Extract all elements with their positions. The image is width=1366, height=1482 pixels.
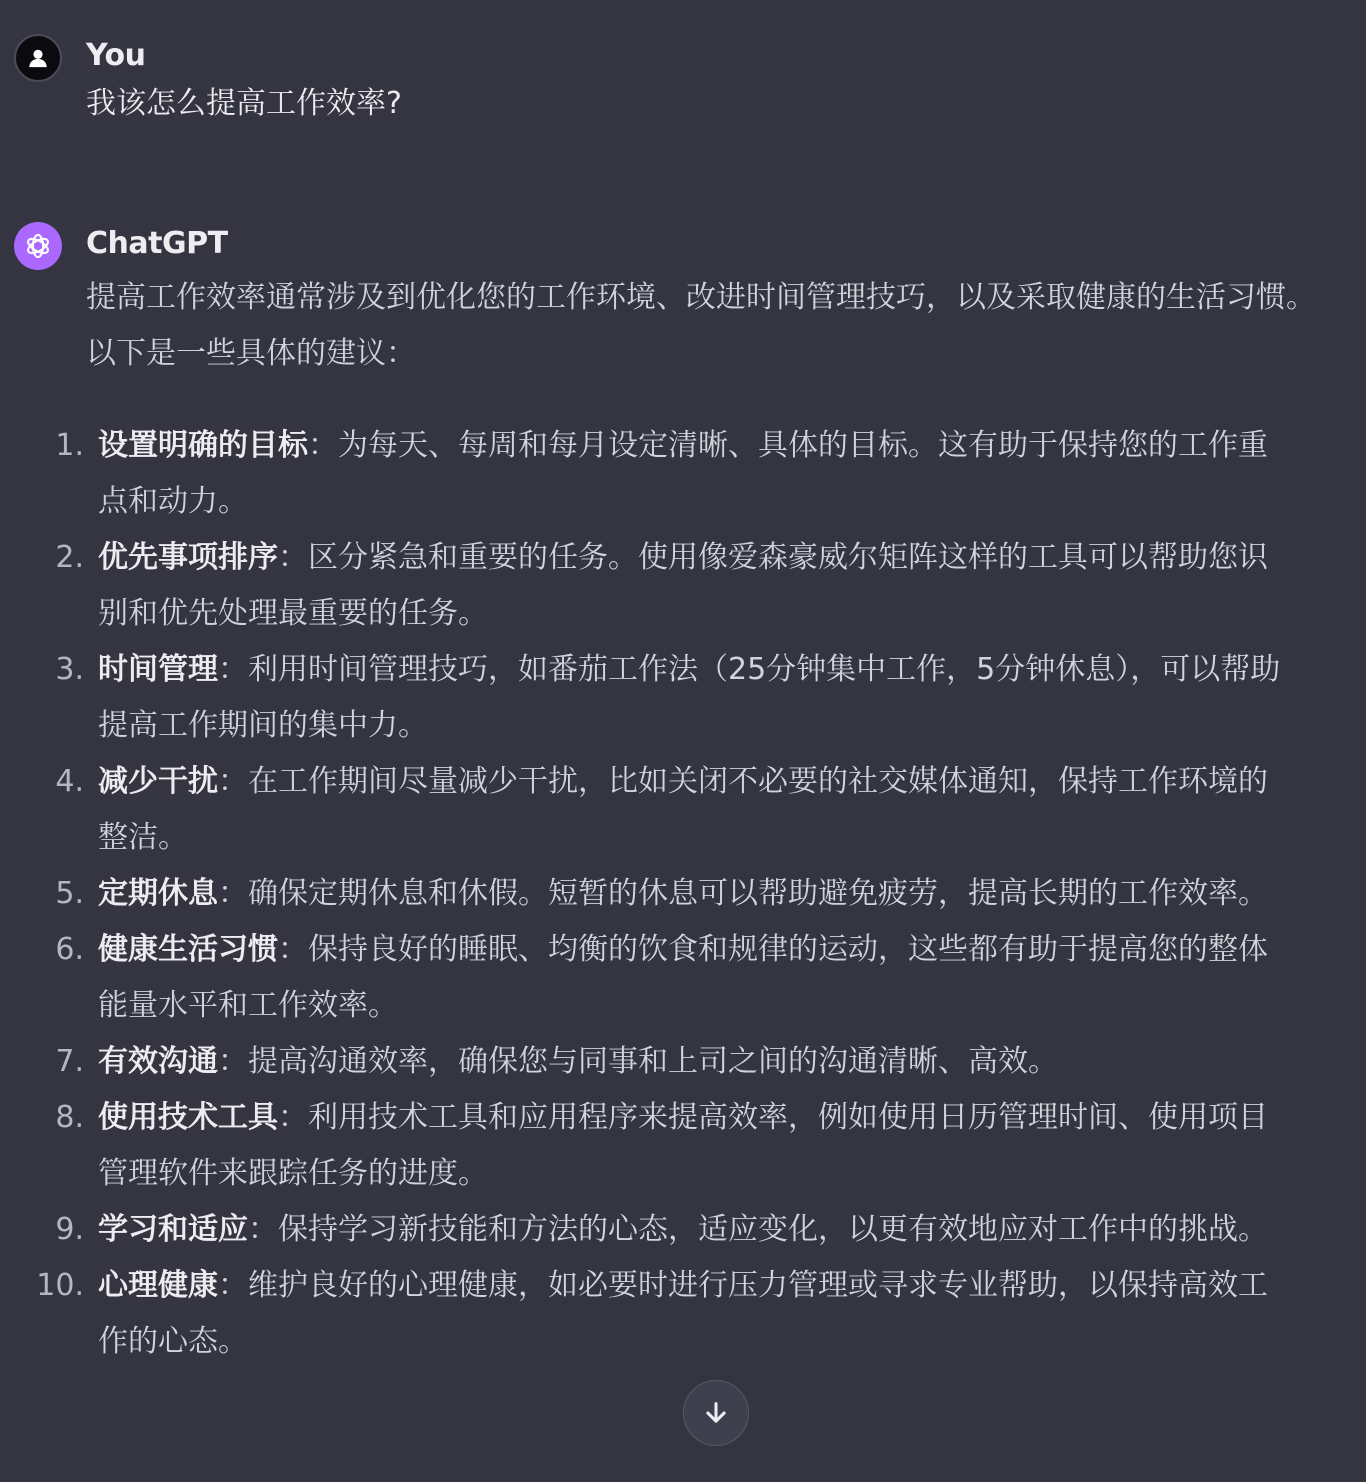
tip-number: 4.	[55, 764, 84, 799]
scroll-to-bottom-button[interactable]	[683, 1380, 749, 1446]
tip-text: 区分紧急和重要的任务。使用像爱森豪威尔矩阵这样的工具可以帮助您识别和优先处理最重要的任务。	[98, 540, 1268, 631]
tip-list-item	[0, 1034, 1366, 1090]
assistant-author-name: ChatGPT	[86, 226, 228, 261]
tip-title: 定期休息	[98, 876, 218, 911]
tip-number: 10.	[36, 1268, 84, 1303]
tip-text: 在工作期间尽量减少干扰，比如关闭不必要的社交媒体通知，保持工作环境的整洁。	[98, 764, 1268, 855]
tip-title: 设置明确的目标	[98, 428, 308, 463]
tip-separator: ：	[218, 652, 248, 687]
tip-separator: ：	[218, 1044, 248, 1079]
tip-title: 使用技术工具	[98, 1100, 278, 1135]
tip-title: 减少干扰	[98, 764, 218, 799]
tip-text: 维护良好的心理健康，如必要时进行压力管理或寻求专业帮助，以保持高效工作的心态。	[98, 1268, 1268, 1359]
tip-number: 7.	[55, 1044, 84, 1079]
tip-number: 9.	[55, 1212, 84, 1247]
tip-separator: ：	[248, 1212, 278, 1247]
tip-list-item	[0, 1258, 1366, 1370]
tip-text: 为每天、每周和每月设定清晰、具体的目标。这有助于保持您的工作重点和动力。	[98, 428, 1268, 519]
tip-separator: ：	[218, 876, 248, 911]
tip-separator: ：	[278, 1100, 308, 1135]
tip-title: 优先事项排序	[98, 540, 278, 575]
tip-list-item	[0, 866, 1366, 922]
tip-number: 1.	[55, 428, 84, 463]
tip-list-item	[0, 642, 1366, 754]
tip-number: 3.	[55, 652, 84, 687]
tips-list	[0, 418, 1366, 1370]
openai-logo-icon	[21, 229, 55, 263]
tip-title: 有效沟通	[98, 1044, 218, 1079]
tip-number: 8.	[55, 1100, 84, 1135]
assistant-avatar	[14, 222, 62, 270]
tip-text: 确保定期休息和休假。短暂的休息可以帮助避免疲劳，提高长期的工作效率。	[248, 876, 1268, 911]
tip-text: 利用时间管理技巧，如番茄工作法（25分钟集中工作，5分钟休息），可以帮助提高工作期间的集中力。	[98, 652, 1281, 743]
tip-text: 保持学习新技能和方法的心态，适应变化，以更有效地应对工作中的挑战。	[278, 1212, 1268, 1247]
tip-number: 6.	[55, 932, 84, 967]
tip-title: 学习和适应	[98, 1212, 248, 1247]
tip-separator: ：	[218, 1268, 248, 1303]
tip-list-item	[0, 418, 1366, 530]
user-icon	[27, 47, 49, 69]
tip-separator: ：	[308, 428, 338, 463]
tip-title: 健康生活习惯	[98, 932, 278, 967]
tip-number: 5.	[55, 876, 84, 911]
tip-separator: ：	[278, 540, 308, 575]
tip-separator: ：	[278, 932, 308, 967]
tip-title: 时间管理	[98, 652, 218, 687]
tip-list-item	[0, 1202, 1366, 1258]
tip-text: 利用技术工具和应用程序来提高效率，例如使用日历管理时间、使用项目管理软件来跟踪任务的进度。	[98, 1100, 1268, 1191]
assistant-intro-text: 提高工作效率通常涉及到优化您的工作环境、改进时间管理技巧，以及采取健康的生活习惯。以下是一些具体的建议：	[86, 280, 1316, 371]
tip-separator: ：	[218, 764, 248, 799]
tip-text: 保持良好的睡眠、均衡的饮食和规律的运动，这些都有助于提高您的整体能量水平和工作效率。	[98, 932, 1268, 1023]
arrow-down-icon	[702, 1399, 730, 1427]
user-author-name: You	[86, 38, 146, 73]
tip-list-item	[0, 754, 1366, 866]
tip-list-item	[0, 922, 1366, 1034]
tip-title: 心理健康	[98, 1268, 218, 1303]
user-message-text: 我该怎么提高工作效率?	[86, 86, 402, 121]
tip-list-item	[0, 1090, 1366, 1202]
tip-list-item	[0, 530, 1366, 642]
tip-text: 提高沟通效率，确保您与同事和上司之间的沟通清晰、高效。	[248, 1044, 1058, 1079]
user-avatar	[14, 34, 62, 82]
tip-number: 2.	[55, 540, 84, 575]
